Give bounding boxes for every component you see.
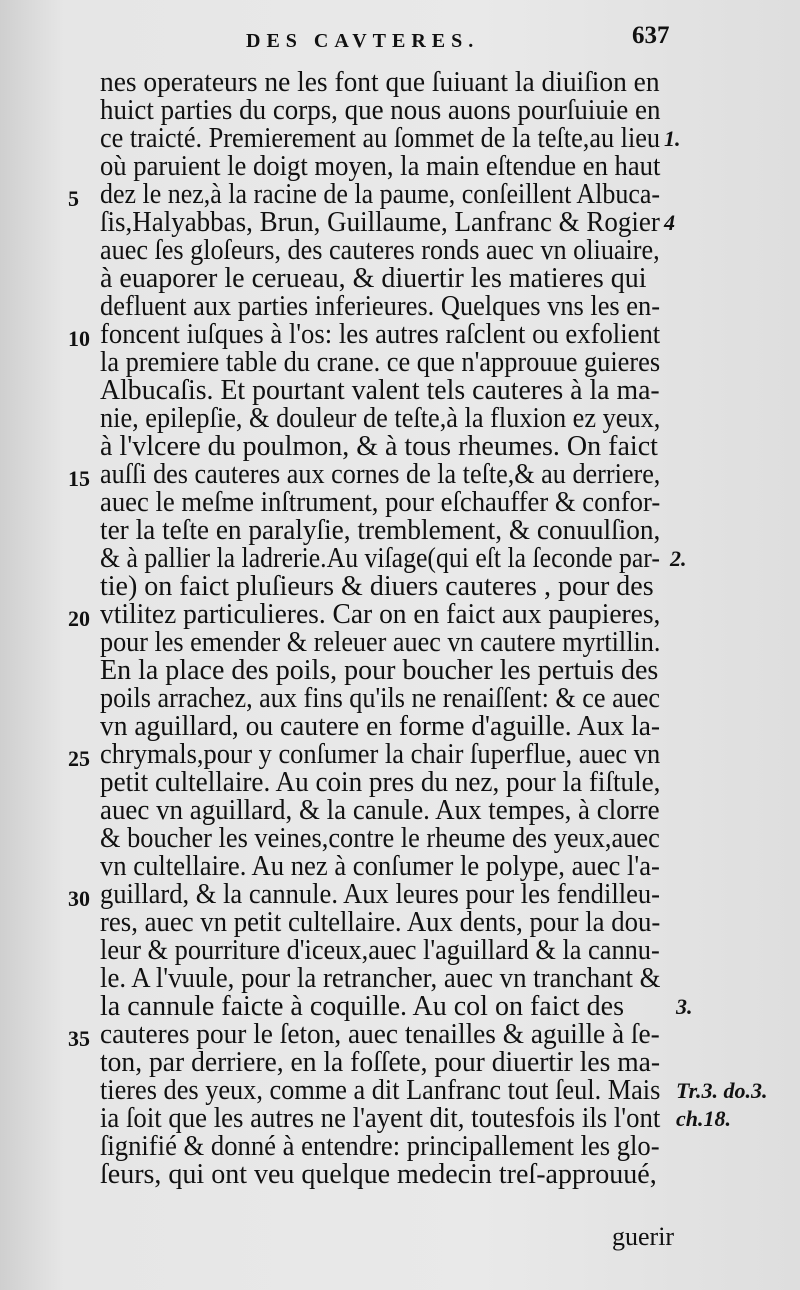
text-line: vtilitez particulieres. Car on en faict aux paupieres, bbox=[100, 599, 661, 630]
text-line: auec le meſme inſtrument, pour eſchauffer & confor- bbox=[100, 487, 661, 518]
text-line: vn cultellaire. Au nez à conſumer le polype, auec l'a- bbox=[100, 851, 660, 882]
text-line: defluent aux parties inferieures. Quelques vns les en- bbox=[100, 291, 661, 322]
text-line: res, auec vn petit cultellaire. Aux dents, pour la dou- bbox=[100, 907, 661, 938]
text-line: dez le nez,à la racine de la paume, conſeillent Albuca- bbox=[100, 179, 661, 210]
text-line: leur & pourriture d'iceux,auec l'aguillard & la cannu- bbox=[100, 935, 660, 966]
text-line: huict parties du corps, que nous auons pourſuiuie en bbox=[100, 95, 661, 126]
margin-note: ch.18. bbox=[676, 1106, 731, 1131]
text-line: auec vn aguillard, & la canule. Aux tempes, à clorre bbox=[100, 795, 660, 826]
text-line: & boucher les veines,contre le rheume des yeux,auec bbox=[100, 823, 660, 854]
text-line: En la place des poils, pour boucher les pertuis des bbox=[100, 655, 659, 686]
text-line: foncent iuſques à l'os: les autres raſclent ou exfolient bbox=[100, 319, 661, 350]
text-line: ſeurs, qui ont veu quelque medecin treſ-approuué, bbox=[100, 1159, 657, 1190]
text-line: petit cultellaire. Au coin pres du nez, pour la fiſtule, bbox=[100, 767, 661, 798]
text-line: nie, epilepſie, & douleur de teſte,à la fluxion ez yeux, bbox=[100, 403, 661, 434]
catchword: guerir bbox=[612, 1222, 675, 1251]
text-line: chrymals,pour y conſumer la chair ſuperflue, auec vn bbox=[100, 739, 661, 770]
text-line: vn aguillard, ou cautere en forme d'aguille. Aux la- bbox=[100, 711, 661, 742]
text-line: où paruient le doigt moyen, la main eſtendue en haut bbox=[100, 151, 661, 182]
text-line: guillard, & la cannule. Aux leures pour les fendilleu- bbox=[100, 879, 660, 910]
text-line: ſis,Halyabbas, Brun, Guillaume, Lanfranc & Rogier bbox=[100, 207, 660, 238]
line-number: 35 bbox=[68, 1026, 90, 1051]
text-line: & à pallier la ladrerie.Au viſage(qui eſt la ſeconde par- bbox=[100, 543, 660, 574]
text-line: cauteres pour le ſeton, auec tenailles & aguille à ſe- bbox=[100, 1019, 660, 1050]
line-number: 10 bbox=[68, 326, 90, 351]
line-number: 20 bbox=[68, 606, 90, 631]
text-line: pour les emender & releuer auec vn cautere myrtillin. bbox=[100, 627, 661, 658]
text-line: ter la teſte en paralyſie, tremblement, & conuulſion, bbox=[100, 515, 661, 546]
text-line: ia ſoit que les autres ne l'ayent dit, toutesfois ils l'ont bbox=[100, 1103, 661, 1134]
text-line: auſſi des cauteres aux cornes de la teſte,& au derriere, bbox=[100, 459, 661, 490]
line-number: 25 bbox=[68, 746, 90, 771]
margin-note: 3. bbox=[676, 994, 693, 1019]
margin-note: 4 bbox=[664, 210, 675, 235]
line-number: 5 bbox=[68, 186, 79, 211]
text-line: ſignifié & donné à entendre: principallement les glo- bbox=[100, 1131, 660, 1162]
text-line: Albucaſis. Et pourtant valent tels cauteres à la ma- bbox=[100, 375, 660, 406]
margin-note: Tr.3. do.3. bbox=[676, 1078, 768, 1103]
text-line: poils arrachez, aux fins qu'ils ne renaiſſent: & ce auec bbox=[100, 683, 661, 714]
text-line: à l'vlcere du poulmon, & à tous rheumes. On faict bbox=[100, 431, 658, 462]
text-line: tieres des yeux, comme a dit Lanfranc tout ſeul. Mais bbox=[100, 1075, 661, 1106]
text-line: nes operateurs ne les font que ſuiuant la diuiſion en bbox=[100, 67, 660, 98]
page-number: 637 bbox=[632, 22, 670, 49]
text-line: le. A l'vuule, pour la retrancher, auec vn tranchant & bbox=[100, 963, 661, 994]
text-line: la premiere table du crane. ce que n'approuue guieres bbox=[100, 347, 661, 378]
line-number: 30 bbox=[68, 886, 90, 911]
text-line: auec ſes gloſeurs, des cauteres ronds auec vn oliuaire, bbox=[100, 235, 660, 266]
text-line: ce traicté. Premierement au ſommet de la teſte,au lieu bbox=[100, 123, 661, 154]
running-head: DES CAVTERES. bbox=[246, 30, 480, 52]
line-number: 15 bbox=[68, 466, 90, 491]
text-line: la cannule faicte à coquille. Au col on faict des bbox=[100, 991, 625, 1022]
text-line: à euaporer le cerueau, & diuertir les matieres qui bbox=[100, 263, 647, 294]
text-line: tie) on faict pluſieurs & diuers cauteres , pour des bbox=[100, 571, 654, 602]
page-header bbox=[0, 22, 800, 62]
margin-note: 2. bbox=[670, 546, 687, 571]
text-line: ton, par derriere, en la foſſete, pour diuertir les ma- bbox=[100, 1047, 661, 1078]
margin-note: 1. bbox=[664, 126, 681, 151]
